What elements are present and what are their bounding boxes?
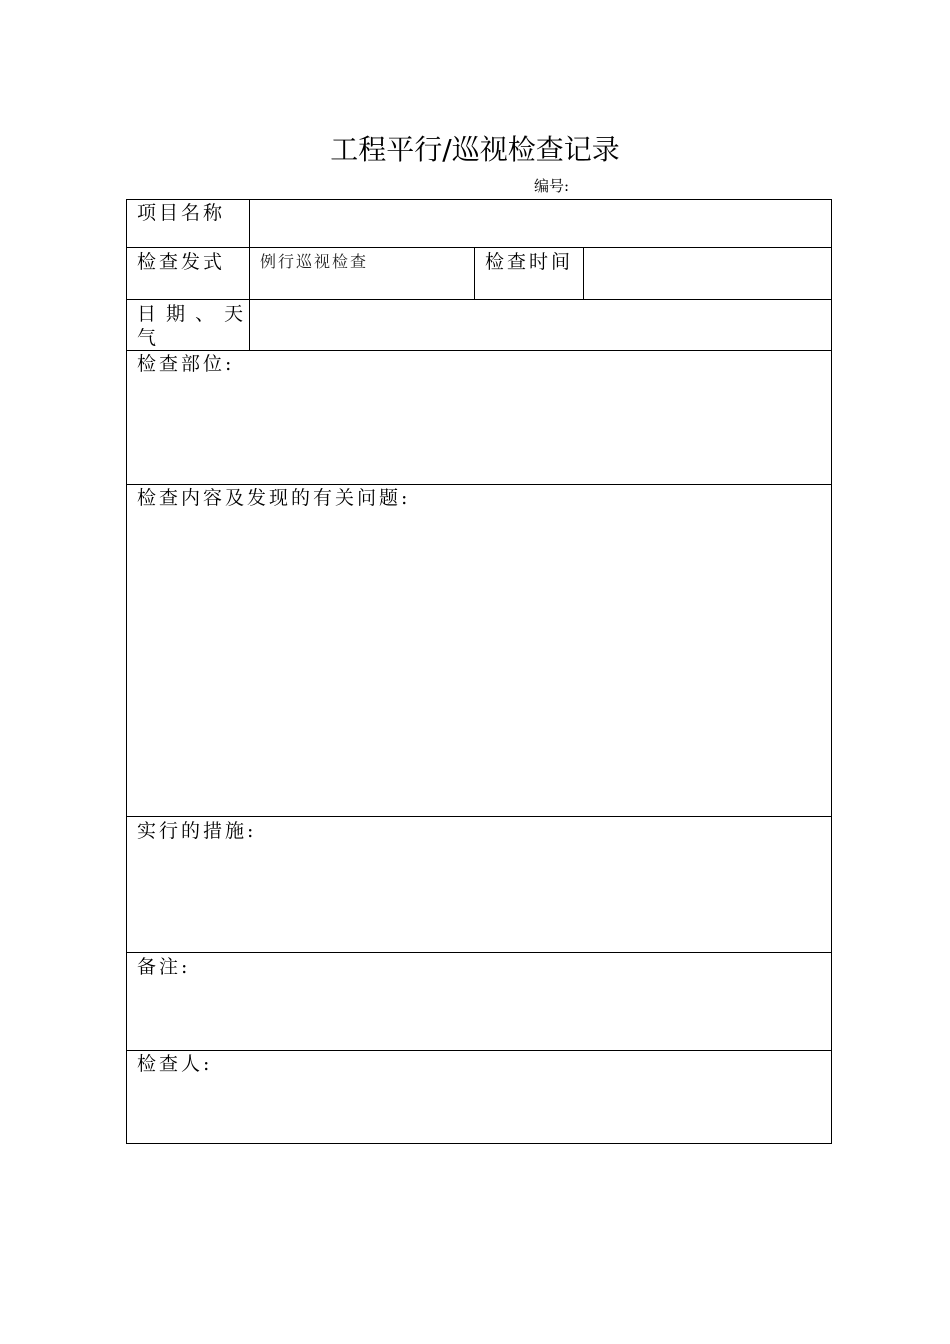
measures-label: 实行的措施:: [137, 820, 257, 842]
inspect-method-value[interactable]: 例行巡视检查: [260, 252, 369, 271]
remarks-field[interactable]: [127, 981, 831, 1050]
column-divider: [474, 247, 475, 299]
inspect-content-field[interactable]: [127, 512, 831, 816]
project-name-label: 项目名称: [137, 202, 226, 224]
date-weather-label-cont: 气: [137, 327, 160, 349]
inspector-label: 检查人:: [137, 1053, 213, 1075]
date-weather-label: 日 期 、 天: [137, 303, 246, 325]
serial-number-label: 编号:: [534, 177, 570, 195]
row-divider: [127, 1050, 831, 1051]
inspection-form: [126, 199, 832, 1144]
row-divider: [127, 350, 831, 351]
document-title: 工程平行/巡视检查记录: [330, 133, 620, 166]
date-weather-field[interactable]: [250, 300, 831, 350]
inspect-location-field[interactable]: [127, 378, 831, 484]
inspect-method-label: 检查发式: [137, 251, 226, 273]
project-name-field[interactable]: [250, 200, 831, 247]
inspect-content-label: 检查内容及发现的有关问题:: [137, 487, 411, 509]
remarks-label: 备注:: [137, 956, 191, 978]
inspect-time-label: 检查时间: [485, 251, 574, 273]
inspect-location-label: 检查部位:: [137, 353, 235, 375]
row-divider: [127, 484, 831, 485]
row-divider: [127, 816, 831, 817]
measures-field[interactable]: [127, 845, 831, 952]
inspector-field[interactable]: [127, 1078, 831, 1143]
inspect-time-field[interactable]: [584, 248, 831, 299]
row-divider: [127, 952, 831, 953]
